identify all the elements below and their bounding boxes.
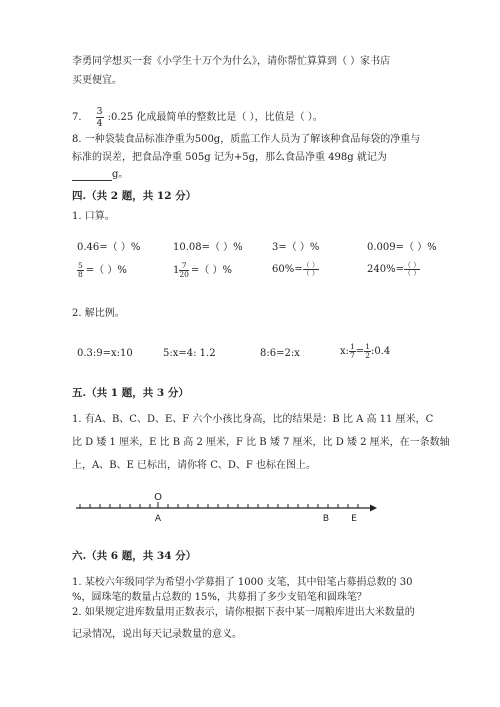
number-line: [70, 488, 380, 528]
section-5-line-3: 上，A、B、E 已标出，请你将 C、D、F 也标在图上。: [72, 460, 317, 471]
calc-item-4: 0.009=（ ）%: [367, 242, 437, 253]
proportion-3: 8:6=2:x: [260, 348, 300, 359]
origin-label: O: [154, 492, 162, 503]
blank-fraction[interactable]: $\frac{( )}{( )}$: [302, 261, 319, 277]
section-6-q1-line-1: 1. 某校六年级同学为希望小学募捐了 1000 支笔，其中铅笔占募捐总数的 30: [72, 577, 413, 588]
section-6-q2-line-2: 记录情况，说出每天记录数量的意义。: [72, 629, 242, 640]
question-8-line-2: 标准的误差，把食品净重 505g 记为+5g，那么食品净重 498g 就记为: [72, 152, 387, 163]
intro-line-2: 买更便宜。: [72, 75, 122, 86]
calc-item-5: $\frac{5}{8}$ =（ ）%: [78, 261, 127, 279]
section-5-heading: 五.（共 1 题，共 3 分）: [72, 387, 189, 399]
section-4-sub-1: 1. 口算。: [72, 211, 115, 222]
proportion-4: x: $\frac{1}{7}$ = $\frac{1}{2}$ :0.4: [340, 342, 391, 360]
section-4-heading: 四.（共 2 题，共 12 分）: [72, 190, 197, 202]
fraction: $\frac{7}{20}$: [179, 261, 189, 279]
calc-item-2: 10.08=（ ）%: [173, 242, 243, 253]
section-6-heading: 六.（共 6 题，共 34 分）: [72, 550, 197, 562]
intro-line-1: 李勇同学想买一套《小学生十万个为什么》，请你帮忙算算到（ ）家书店: [72, 56, 391, 67]
axis-arrow: [370, 505, 377, 512]
question-8-line-3: g。: [72, 168, 128, 181]
section-4-sub-2: 2. 解比例。: [72, 308, 125, 319]
point-e-label: E: [351, 514, 357, 524]
question-7: [72, 106, 323, 129]
calc-item-8: 240%= $\frac{( )}{( )}$: [367, 261, 421, 277]
question-8-line-1: 8. 一种袋装食品标准净重为500g，质监工作人员为了解该种食品每袋的净重与: [72, 134, 421, 145]
fraction-three-quarters: $\frac{3}{4}$: [96, 106, 103, 129]
calc-item-7: 60%= $\frac{( )}{( )}$: [272, 261, 319, 277]
fraction: $\frac{5}{8}$: [78, 261, 83, 279]
section-6-q2-line-1: 2. 如果规定进库数量用正数表示，请你根据下表中某一周粮库进出大米数量的: [72, 607, 415, 618]
calc-item-1: 0.46=（ ）%: [77, 242, 141, 253]
section-6-q1-line-2: %，圆珠笔的数量占总数的 15%，共募捐了多少支铅笔和圆珠笔？: [72, 592, 367, 603]
fraction: $\frac{1}{7}$: [350, 342, 355, 360]
section-5-line-2: 比 D 矮 1 厘米，E 比 B 高 2 厘米，F 比 B 矮 7 厘米，比 D 矮 2 厘米，在一条数轴: [72, 437, 450, 448]
calc-item-6: 1 $\frac{7}{20}$ =（ ）%: [173, 261, 232, 279]
proportion-2: 5:x=4: 1.2: [163, 348, 216, 359]
proportion-1: 0.3:9=x:10: [77, 348, 133, 359]
question-number: 7.: [72, 112, 82, 123]
answer-blank[interactable]: [72, 170, 112, 181]
fraction: $\frac{1}{2}$: [365, 342, 370, 360]
section-5-line-1: 1. 有A、B、C、D、E、F 六个小孩比身高，比的结果是：B 比 A 高 11 厘米，C: [72, 414, 434, 425]
point-a-label: A: [154, 514, 162, 524]
point-b-label: B: [322, 514, 330, 524]
calc-item-3: 3=（ ）%: [272, 242, 320, 253]
question-7-text: :0.25 化成最简单的整数比是（ ），比值是（ ）。: [107, 112, 323, 123]
axis-ticks: [80, 502, 358, 508]
blank-fraction[interactable]: $\frac{( )}{( )}$: [403, 261, 421, 277]
